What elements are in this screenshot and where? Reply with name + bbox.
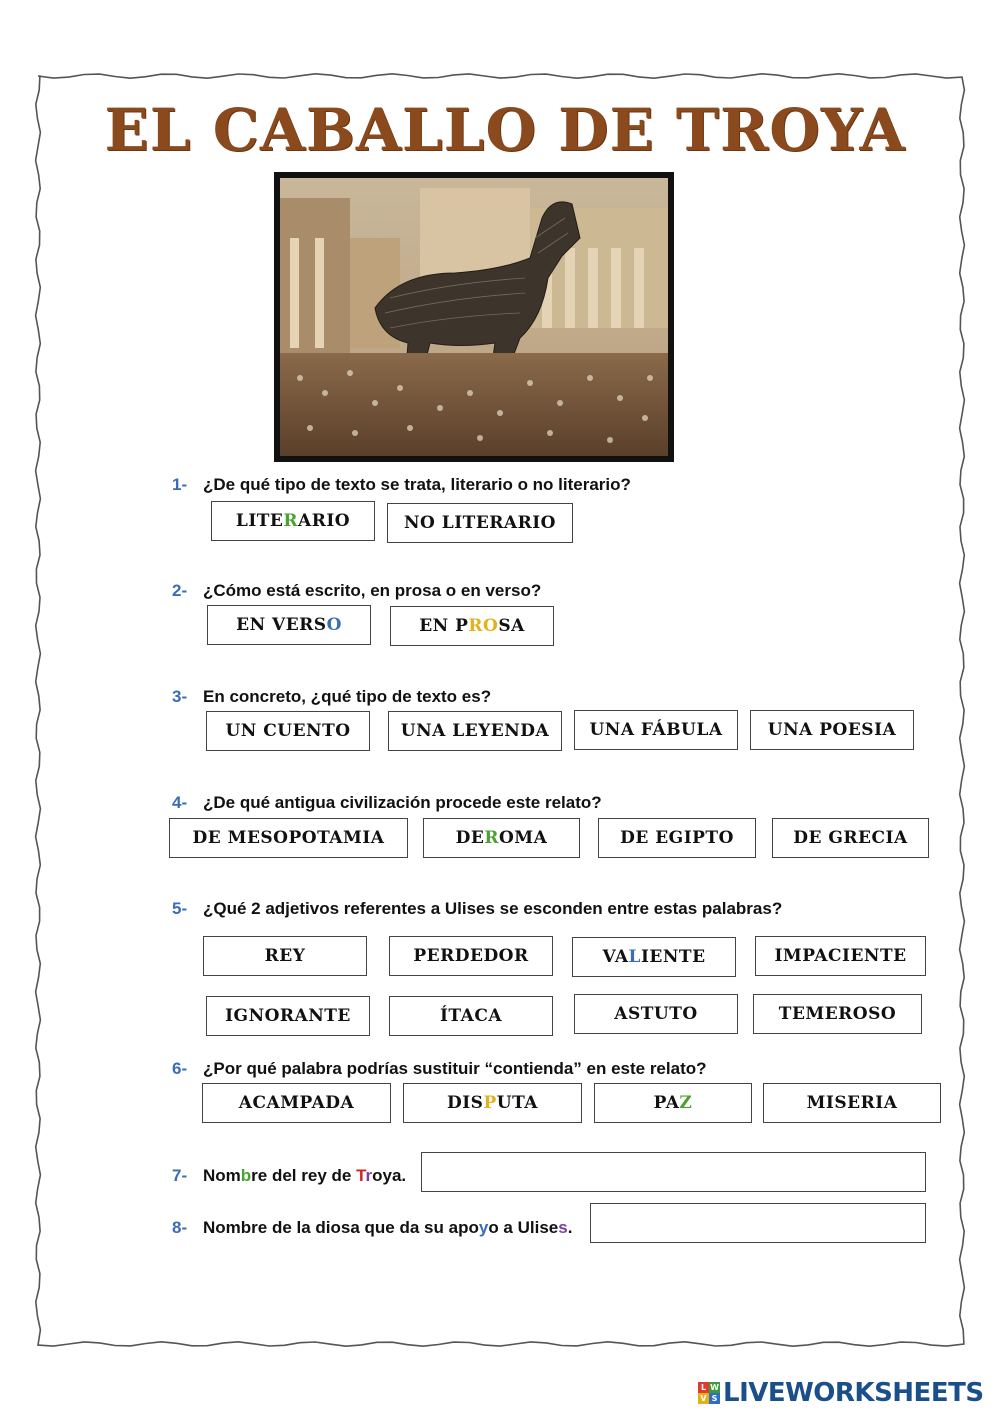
answer-option[interactable] bbox=[403, 1083, 582, 1123]
highlighted-letters: R bbox=[484, 828, 499, 848]
question-text bbox=[203, 1218, 572, 1237]
liveworksheets-logo bbox=[698, 1378, 984, 1408]
label-text: DE EGIPTO bbox=[620, 828, 734, 848]
label-text: PA bbox=[653, 1093, 680, 1113]
label-text: IMPACIENTE bbox=[774, 946, 907, 966]
question-number: 3- bbox=[172, 687, 188, 706]
label-text: EN P bbox=[419, 616, 469, 636]
question-text bbox=[203, 1166, 406, 1185]
question-text: ¿De qué antigua civilización procede este relato? bbox=[203, 793, 602, 812]
highlighted-letters: L bbox=[628, 947, 641, 967]
question-2 bbox=[172, 581, 541, 601]
label-text: TEMEROSO bbox=[778, 1004, 897, 1024]
question-3 bbox=[172, 687, 491, 707]
label-text: oya. bbox=[372, 1166, 407, 1185]
label-text: DIS bbox=[446, 1093, 484, 1113]
label-text: . bbox=[567, 1218, 573, 1237]
label-text: ARIO bbox=[298, 511, 351, 531]
answer-option[interactable] bbox=[750, 710, 914, 750]
label-text: IENTE bbox=[640, 947, 706, 967]
trojan-horse-image bbox=[280, 178, 668, 456]
answer-option[interactable] bbox=[598, 818, 756, 858]
question-text: ¿Por qué palabra podrías sustituir “contienda” en este relato? bbox=[203, 1059, 707, 1078]
question-number: 4- bbox=[172, 793, 188, 812]
question-number: 7- bbox=[172, 1166, 188, 1185]
label-text: REY bbox=[264, 946, 306, 966]
answer-option[interactable] bbox=[387, 503, 573, 543]
label-text: Nom bbox=[203, 1166, 241, 1185]
question-number: 2- bbox=[172, 581, 188, 600]
liveworksheets-logo-text: LIVEWORKSHEETS bbox=[723, 1378, 984, 1408]
answer-option[interactable] bbox=[207, 605, 371, 645]
answer-option[interactable] bbox=[211, 501, 375, 541]
label-text: UNA FÁBULA bbox=[589, 720, 723, 740]
question-1 bbox=[172, 475, 631, 495]
label-text: DE GRECIA bbox=[793, 828, 908, 848]
question-number: 8- bbox=[172, 1218, 188, 1237]
answer-option[interactable] bbox=[389, 996, 553, 1036]
label-text: re del rey de bbox=[251, 1166, 357, 1185]
label-text: IGNORANTE bbox=[225, 1006, 351, 1026]
question-text: ¿Qué 2 adjetivos referentes a Ulises se esconden entre estas palabras? bbox=[203, 899, 783, 918]
answer-option[interactable] bbox=[203, 936, 367, 976]
label-text: PERDEDOR bbox=[413, 946, 529, 966]
answer-option[interactable] bbox=[169, 818, 408, 858]
answer-option[interactable] bbox=[206, 996, 370, 1036]
highlighted-letters: r bbox=[365, 1166, 373, 1185]
trojan-horse-photo bbox=[274, 172, 674, 462]
answer-option[interactable] bbox=[389, 936, 553, 976]
label-text: ACAMPADA bbox=[238, 1093, 355, 1113]
highlighted-letters: O bbox=[326, 615, 342, 635]
answer-input-box[interactable] bbox=[421, 1152, 926, 1192]
answer-option[interactable] bbox=[423, 818, 580, 858]
highlighted-letters: P bbox=[483, 1093, 497, 1113]
label-text: VA bbox=[602, 947, 629, 967]
label-text: DE bbox=[455, 828, 485, 848]
question-text: En concreto, ¿qué tipo de texto es? bbox=[203, 687, 492, 706]
question-4 bbox=[172, 793, 602, 813]
label-text: o a Ulise bbox=[488, 1218, 559, 1237]
label-text: UNA LEYENDA bbox=[400, 721, 550, 741]
label-text: MISERIA bbox=[806, 1093, 898, 1113]
label-text: ASTUTO bbox=[614, 1004, 698, 1024]
label-text: UTA bbox=[496, 1093, 539, 1113]
answer-option[interactable] bbox=[755, 936, 926, 976]
question-7 bbox=[172, 1166, 406, 1186]
label-text: UNA POESIA bbox=[767, 720, 897, 740]
answer-option[interactable] bbox=[574, 994, 738, 1034]
answer-option[interactable] bbox=[206, 711, 370, 751]
answer-option[interactable] bbox=[574, 710, 738, 750]
highlighted-letters: T bbox=[356, 1166, 366, 1185]
label-text: SA bbox=[498, 616, 525, 636]
question-5 bbox=[172, 899, 782, 919]
answer-option[interactable] bbox=[753, 994, 922, 1034]
answer-option[interactable] bbox=[202, 1083, 391, 1123]
answer-option[interactable] bbox=[763, 1083, 941, 1123]
highlighted-letters: b bbox=[240, 1166, 252, 1185]
highlighted-letters: s bbox=[558, 1218, 568, 1237]
question-6 bbox=[172, 1059, 707, 1079]
label-text: UN CUENTO bbox=[225, 721, 351, 741]
liveworksheets-logo-icon: L W V S bbox=[698, 1382, 720, 1404]
answer-option[interactable] bbox=[390, 606, 554, 646]
answer-option[interactable] bbox=[388, 711, 562, 751]
highlighted-letters: Z bbox=[679, 1093, 693, 1113]
question-8 bbox=[172, 1218, 572, 1238]
answer-option[interactable] bbox=[572, 937, 736, 977]
label-text: DE MESOPOTAMIA bbox=[192, 828, 385, 848]
label-text: NO LITERARIO bbox=[404, 513, 556, 533]
highlighted-letters: y bbox=[478, 1218, 489, 1237]
label-text: OMA bbox=[499, 828, 548, 848]
answer-option[interactable] bbox=[594, 1083, 752, 1123]
question-text: ¿De qué tipo de texto se trata, literario o no literario? bbox=[203, 475, 631, 494]
answer-option[interactable] bbox=[772, 818, 929, 858]
label-text: Nombre de la diosa que da su apo bbox=[203, 1218, 479, 1237]
highlighted-letters: R bbox=[283, 511, 299, 531]
question-number: 1- bbox=[172, 475, 188, 494]
label-text: ÍTACA bbox=[439, 1006, 503, 1026]
question-text: ¿Cómo está escrito, en prosa o en verso? bbox=[203, 581, 542, 600]
answer-input-box[interactable] bbox=[590, 1203, 926, 1243]
question-number: 6- bbox=[172, 1059, 188, 1078]
worksheet-title: EL CABALLO DE TROYA bbox=[104, 96, 906, 164]
question-number: 5- bbox=[172, 899, 188, 918]
label-text: LITE bbox=[235, 511, 284, 531]
highlighted-letters: RO bbox=[468, 616, 499, 636]
label-text: EN VERS bbox=[236, 615, 327, 635]
